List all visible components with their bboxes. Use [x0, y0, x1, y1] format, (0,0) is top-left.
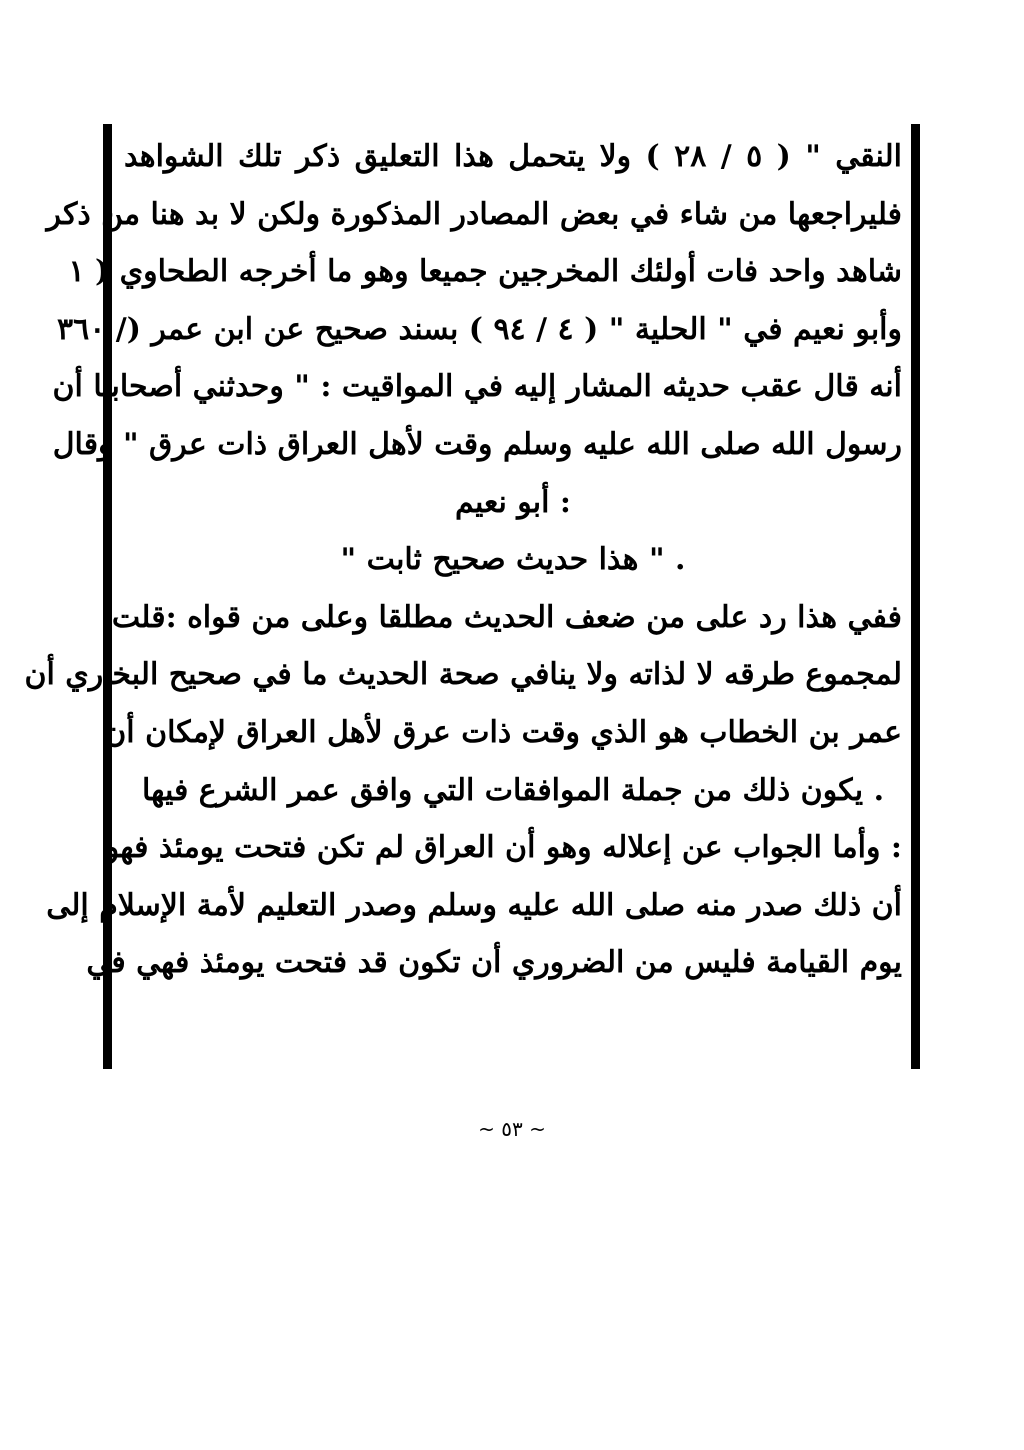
text-line: : وأما الجواب عن إعلاله وهو أن العراق لم تكن فتحت يومئذ فهو — [104, 830, 902, 866]
text-line: : أبو نعيم — [455, 484, 571, 520]
text-line: يوم القيامة فليس من الضروري أن تكون قد فتحت يومئذ فهي في — [86, 945, 902, 981]
text-line: . يكون ذلك من جملة الموافقات التي وافق عمر الشرع فيها — [141, 772, 885, 808]
text-line: أن ذلك صدر منه صلى الله عليه وسلم وصدر التعليم لأمة الإسلام إلى — [46, 887, 902, 923]
text-line: شاهد واحد فات أولئك المخرجين جميعا وهو ما أخرجه الطحاوي ( ١ — [68, 254, 902, 290]
text-line: لمجموع طرقه لا لذاته ولا ينافي صحة الحديث ما في صحيح البخاري أن — [24, 657, 902, 693]
page-number: ~ ٥٣ ~ — [478, 1117, 546, 1141]
page-frame-right-bar — [911, 124, 920, 1069]
page-body-text — [24, 128, 902, 992]
text-line: عمر بن الخطاب هو الذي وقت ذات عرق لأهل العراق لإمكان أن — [104, 714, 902, 750]
text-line: ففي هذا رد على من ضعف الحديث مطلقا وعلى من قواه :قلت — [111, 599, 902, 635]
text-line: رسول الله صلى الله عليه وسلم وقت لأهل العراق ذات عرق " وقال — [52, 426, 902, 462]
text-line: وأبو نعيم في " الحلية " ( ٤ / ٩٤ ) بسند صحيح عن ابن عمر (/ ٣٦٠ — [56, 311, 902, 347]
text-line: النقي " ( ٥ / ٢٨ ) ولا يتحمل هذا التعليق ذكر تلك الشواهد — [124, 139, 902, 174]
text-line: . " هذا حديث صحيح ثابت " — [340, 542, 686, 578]
text-line: فليراجعها من شاء في بعض المصادر المذكورة ولكن لا بد هنا من ذكر — [46, 196, 902, 232]
text-line: أنه قال عقب حديثه المشار إليه في المواقيت : " وحدثني أصحابنا أن — [52, 369, 902, 405]
